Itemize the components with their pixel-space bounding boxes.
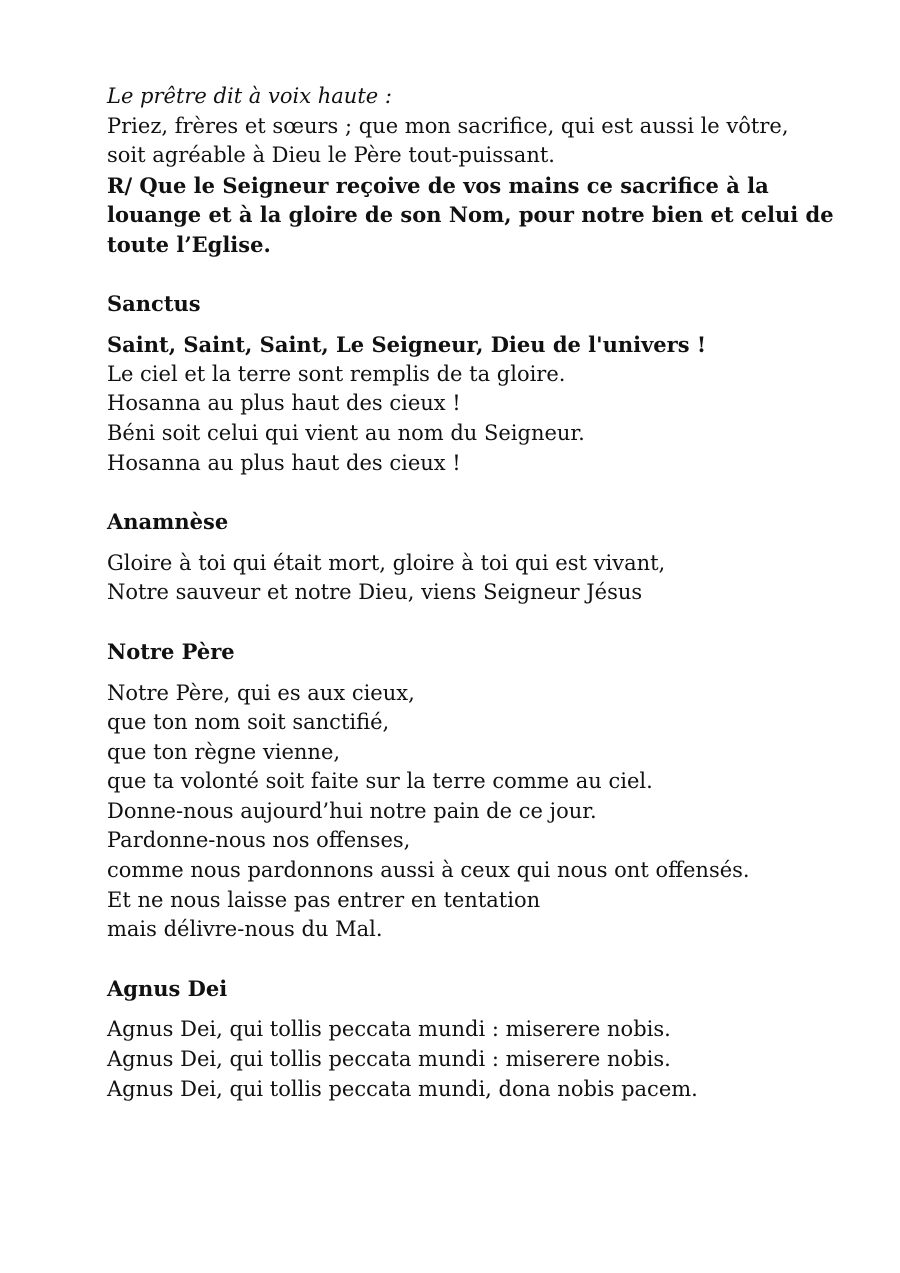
section-heading: Agnus Dei bbox=[107, 975, 228, 1001]
sanctus-section bbox=[107, 289, 867, 479]
verse-line: Gloire à toi qui était mort, gloire à toi qui est vivant, bbox=[107, 550, 666, 575]
response-line: R/ Que le Seigneur reçoive de vos mains ce sacrifice à la bbox=[107, 172, 769, 198]
verse-line: Béni soit celui qui vient au nom du Seigneur. bbox=[107, 420, 585, 445]
verse-line: Saint, Saint, Saint, Le Seigneur, Dieu de l'univers ! bbox=[107, 332, 707, 358]
verse-line: Et ne nous laisse pas entrer en tentation bbox=[107, 887, 541, 912]
section-heading: Sanctus bbox=[107, 290, 201, 316]
verse-line: Pardonne-nous nos offenses, bbox=[107, 828, 411, 853]
agnus-dei-section bbox=[107, 974, 867, 1104]
priest-line: Priez, frères et sœurs ; que mon sacrifice, qui est aussi le vôtre, bbox=[107, 113, 789, 138]
verse-line: Notre Père, qui es aux cieux, bbox=[107, 680, 415, 705]
section-heading: Anamnèse bbox=[107, 509, 229, 535]
verse-line: Agnus Dei, qui tollis peccata mundi : miserere nobis. bbox=[107, 1047, 671, 1072]
verse-line: Hosanna au plus haut des cieux ! bbox=[107, 391, 461, 416]
response-line: toute l’Eglise. bbox=[107, 231, 271, 257]
verse-line: Le ciel et la terre sont remplis de ta gloire. bbox=[107, 361, 566, 386]
notre-pere-section bbox=[107, 637, 867, 945]
verse-line: Agnus Dei, qui tollis peccata mundi : miserere nobis. bbox=[107, 1017, 671, 1042]
verse-line: que ton nom soit sanctifié, bbox=[107, 710, 390, 735]
response-line: louange et à la gloire de son Nom, pour notre bien et celui de bbox=[107, 202, 834, 228]
verse-line: Hosanna au plus haut des cieux ! bbox=[107, 450, 461, 475]
rubric-text: Le prêtre dit à voix haute : bbox=[107, 84, 392, 108]
verse-line: que ton règne vienne, bbox=[107, 739, 341, 764]
liturgy-text bbox=[107, 82, 867, 1104]
verse-line: Notre sauveur et notre Dieu, viens Seigneur Jésus bbox=[107, 580, 643, 605]
verse-line: que ta volonté soit faite sur la terre comme au ciel. bbox=[107, 769, 653, 794]
verse-line: comme nous pardonnons aussi à ceux qui nous ont offensés. bbox=[107, 858, 750, 883]
verse-line: Donne-nous aujourd’hui notre pain de ce jour. bbox=[107, 798, 597, 823]
section-heading: Notre Père bbox=[107, 638, 235, 664]
verse-line: mais délivre-nous du Mal. bbox=[107, 917, 383, 942]
offertory-section bbox=[107, 82, 867, 260]
verse-line: Agnus Dei, qui tollis peccata mundi, dona nobis pacem. bbox=[107, 1076, 698, 1101]
anamnese-section bbox=[107, 507, 867, 608]
priest-line: soit agréable à Dieu le Père tout-puissant. bbox=[107, 143, 555, 168]
